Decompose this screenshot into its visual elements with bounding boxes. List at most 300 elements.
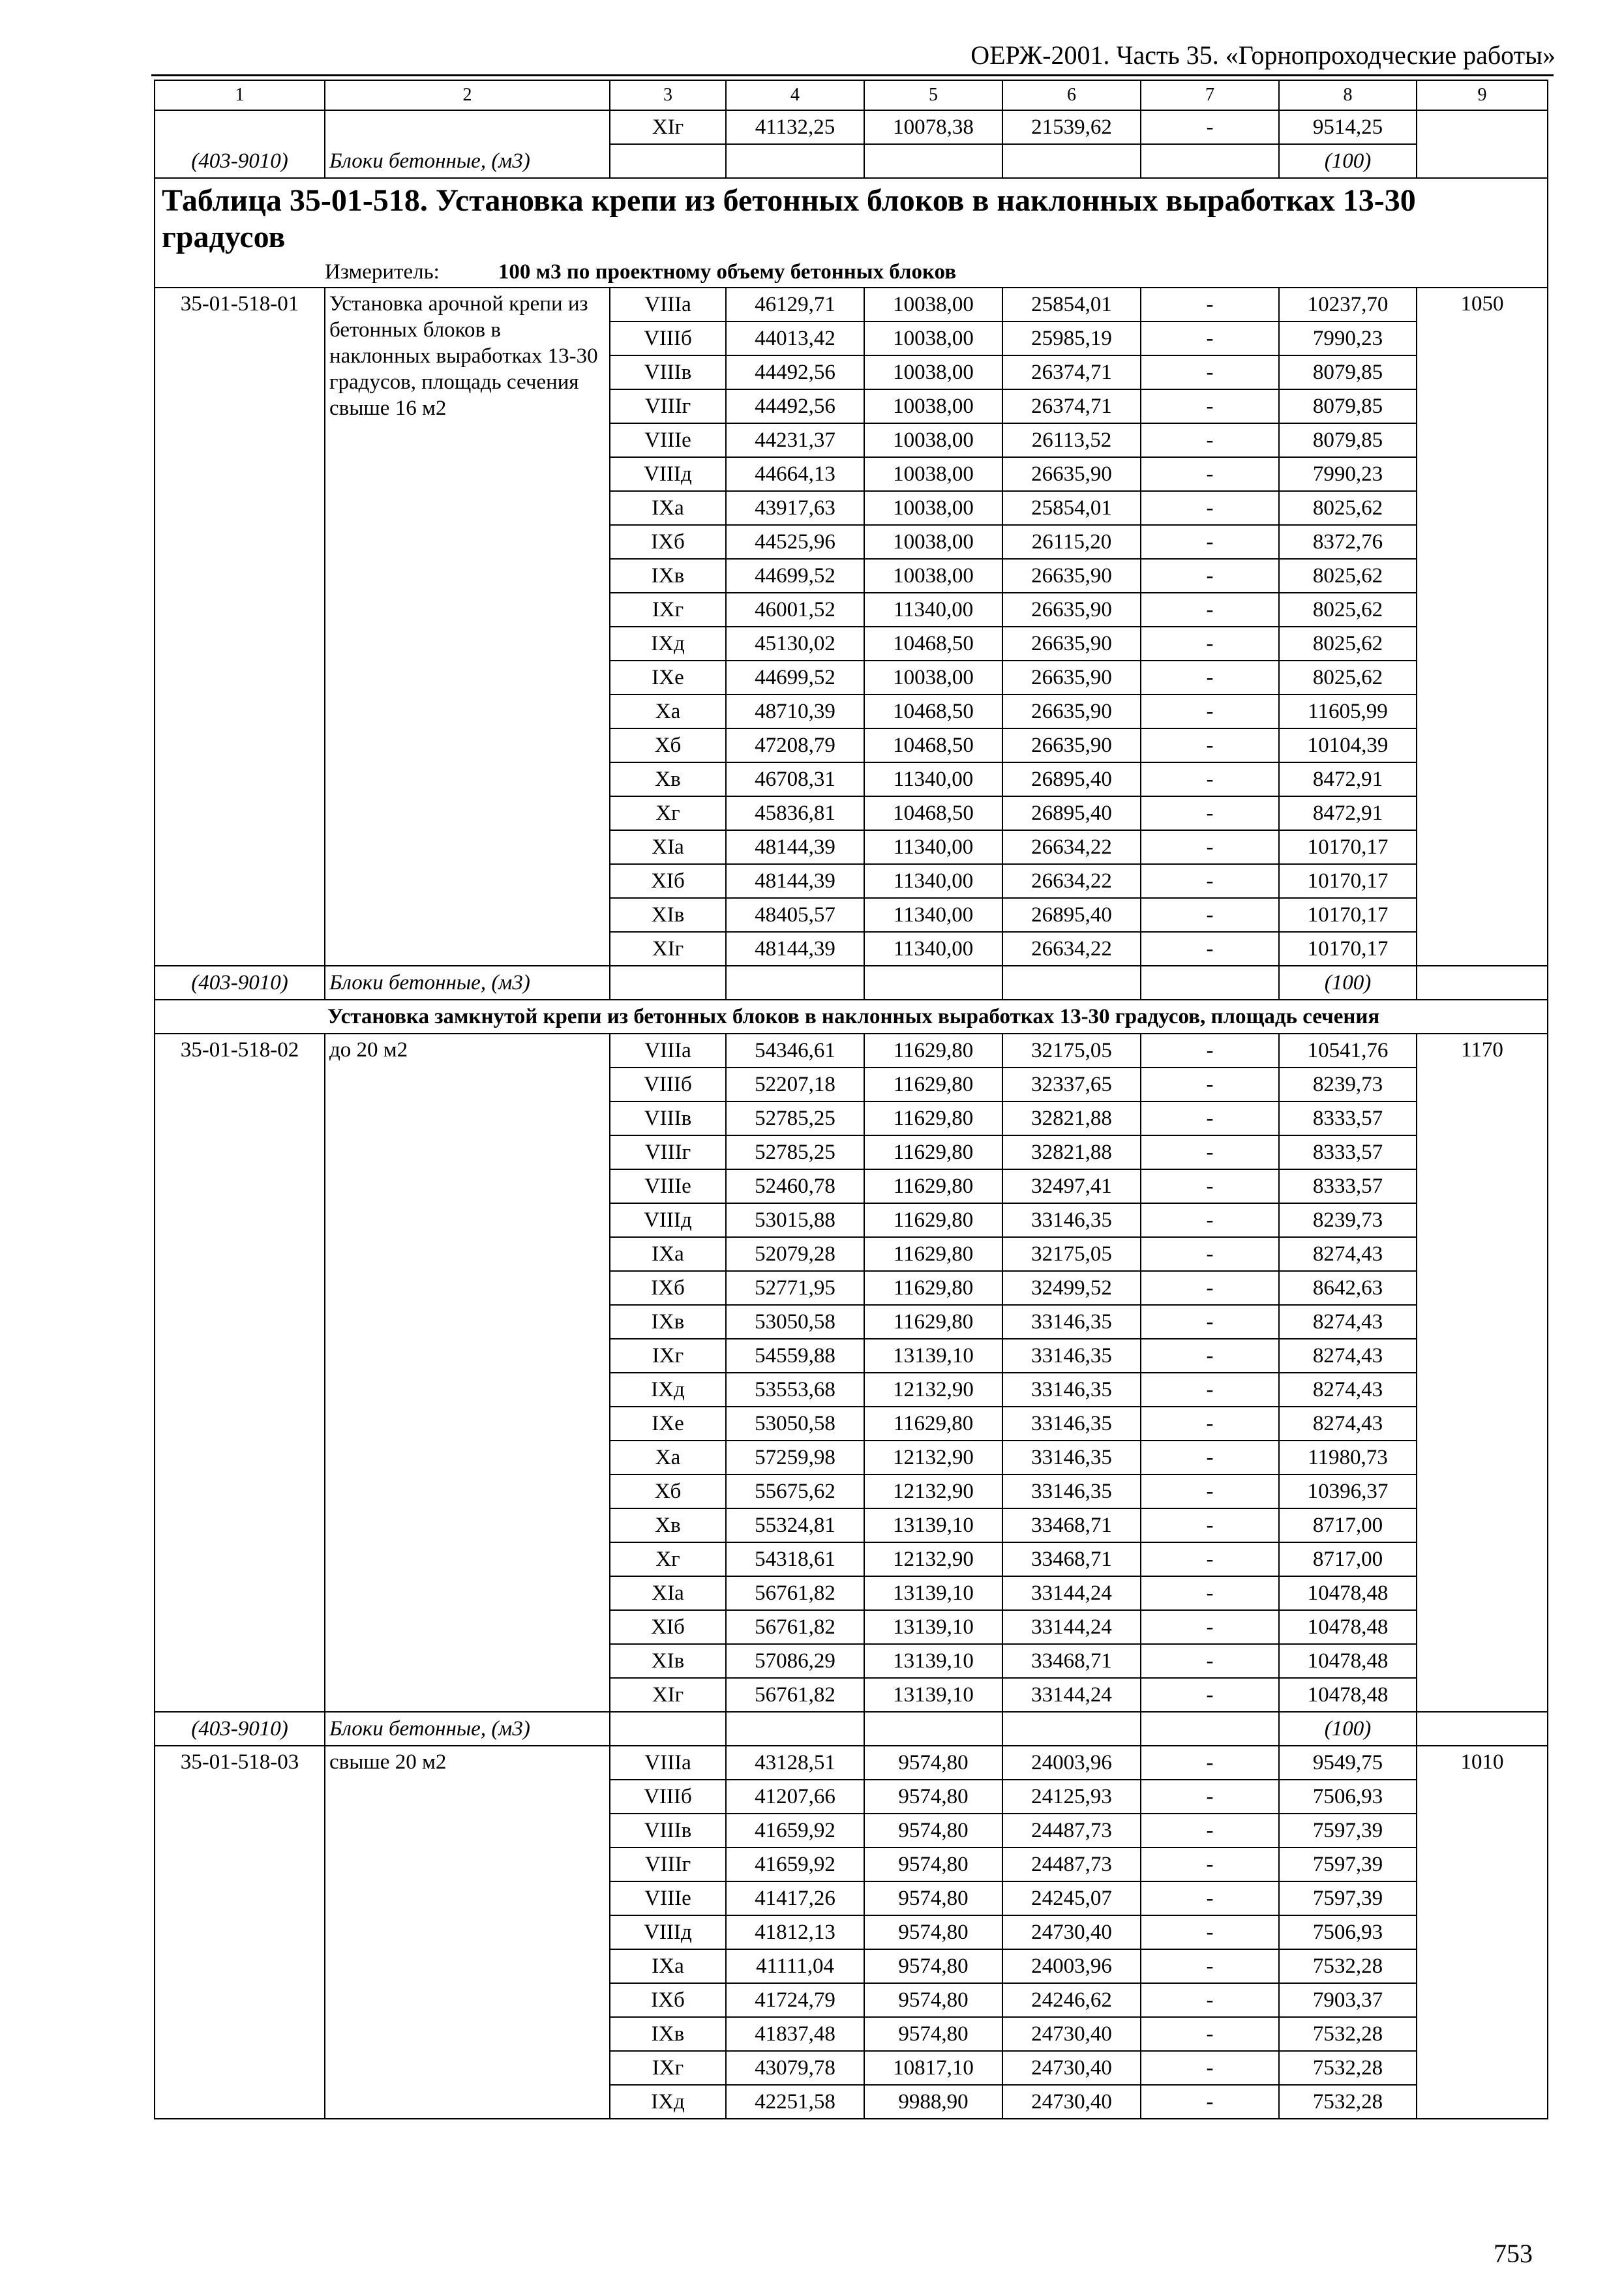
wages-cell: 9574,80	[864, 2017, 1002, 2051]
wages-cell: 11340,00	[864, 762, 1002, 796]
climate-zone-cell: VIIIб	[610, 1780, 726, 1814]
machinist-wages-cell: -	[1141, 1101, 1279, 1135]
materials-cost-cell: 10104,39	[1279, 728, 1417, 762]
materials-cost-cell: 8079,85	[1279, 389, 1417, 423]
materials-cost-cell: 10478,48	[1279, 1576, 1417, 1610]
code-cell: 35-01-518-03	[155, 1746, 325, 2119]
machinist-wages-cell: -	[1141, 1848, 1279, 1881]
wages-cell: 10038,00	[864, 559, 1002, 593]
climate-zone-cell: XIб	[610, 1610, 726, 1644]
wages-cell: 11629,80	[864, 1169, 1002, 1203]
machine-cost-cell: 32499,52	[1002, 1271, 1141, 1305]
climate-zone-cell: VIIIд	[610, 457, 726, 491]
wages-cell: 12132,90	[864, 1474, 1002, 1508]
total-cost-cell: 48144,39	[726, 864, 864, 898]
wages-cell: 11340,00	[864, 830, 1002, 864]
machinist-wages-cell: -	[1141, 1441, 1279, 1474]
total-cost-cell: 41132,25	[726, 110, 864, 144]
machine-cost-cell: 26634,22	[1002, 830, 1141, 864]
wages-cell: 9574,80	[864, 1983, 1002, 2017]
total-cost-cell: 41812,13	[726, 1915, 864, 1949]
total-cost-cell: 43128,51	[726, 1746, 864, 1780]
empty-cell	[864, 966, 1002, 1000]
machine-cost-cell: 26895,40	[1002, 796, 1141, 830]
climate-zone-cell: XIг	[610, 110, 726, 144]
wages-cell: 13139,10	[864, 1610, 1002, 1644]
material-code: (403-9010)	[155, 1712, 325, 1746]
climate-zone-cell: VIIIа	[610, 288, 726, 322]
material-quantity: (100)	[1279, 966, 1417, 1000]
wages-cell: 11629,80	[864, 1203, 1002, 1237]
total-cost-cell: 44525,96	[726, 525, 864, 559]
col9-cell	[1417, 144, 1548, 178]
materials-cost-cell: 11980,73	[1279, 1441, 1417, 1474]
col9-cell: 1050	[1417, 288, 1548, 966]
machine-cost-cell: 26635,90	[1002, 593, 1141, 627]
climate-zone-cell: Xв	[610, 1508, 726, 1542]
materials-cost-cell: 8333,57	[1279, 1101, 1417, 1135]
empty-cell	[726, 966, 864, 1000]
total-cost-cell: 43079,78	[726, 2051, 864, 2085]
material-description: Блоки бетонные, (м3)	[325, 966, 610, 1000]
machinist-wages-cell: -	[1141, 796, 1279, 830]
description-cell: Установка арочной крепи из бетонных блоков в наклонных выработках 13-30 градусов, площадь сечения свыше 16 м2	[325, 288, 610, 966]
empty-cell	[1002, 1712, 1141, 1746]
table-title: Таблица 35-01-518. Установка крепи из бетонных блоков в наклонных выработках 13-30 градусов	[155, 178, 1548, 257]
empty-cell	[1141, 144, 1279, 178]
wages-cell: 9988,90	[864, 2085, 1002, 2119]
materials-cost-cell: 8274,43	[1279, 1373, 1417, 1407]
machinist-wages-cell: -	[1141, 1915, 1279, 1949]
total-cost-cell: 45130,02	[726, 627, 864, 661]
climate-zone-cell: VIIIв	[610, 1101, 726, 1135]
wages-cell: 13139,10	[864, 1678, 1002, 1712]
materials-cost-cell: 7597,39	[1279, 1848, 1417, 1881]
climate-zone-cell: VIIIг	[610, 1135, 726, 1169]
climate-zone-cell: Xг	[610, 796, 726, 830]
col9-cell: 1170	[1417, 1034, 1548, 1712]
wages-cell: 10468,50	[864, 627, 1002, 661]
table-row	[155, 288, 1548, 322]
wages-cell: 11629,80	[864, 1135, 1002, 1169]
col9-cell	[1417, 1712, 1548, 1746]
climate-zone-cell: VIIIе	[610, 1169, 726, 1203]
machine-cost-cell: 32821,88	[1002, 1101, 1141, 1135]
wages-cell: 9574,80	[864, 1881, 1002, 1915]
machinist-wages-cell: -	[1141, 830, 1279, 864]
climate-zone-cell: XIв	[610, 898, 726, 932]
machine-cost-cell: 24487,73	[1002, 1814, 1141, 1848]
machine-cost-cell: 24246,62	[1002, 1983, 1141, 2017]
total-cost-cell: 54318,61	[726, 1542, 864, 1576]
climate-zone-cell: IXв	[610, 2017, 726, 2051]
total-cost-cell: 57259,98	[726, 1441, 864, 1474]
machinist-wages-cell: -	[1141, 1542, 1279, 1576]
materials-cost-cell: 8372,76	[1279, 525, 1417, 559]
materials-cost-cell: 7506,93	[1279, 1915, 1417, 1949]
climate-zone-cell: VIIIд	[610, 1203, 726, 1237]
climate-zone-cell: VIIIб	[610, 322, 726, 355]
machinist-wages-cell: -	[1141, 661, 1279, 695]
total-cost-cell: 46001,52	[726, 593, 864, 627]
climate-zone-cell: IXе	[610, 661, 726, 695]
wages-cell: 12132,90	[864, 1441, 1002, 1474]
col9-cell	[1417, 966, 1548, 1000]
machine-cost-cell: 33468,71	[1002, 1542, 1141, 1576]
materials-cost-cell: 8717,00	[1279, 1542, 1417, 1576]
total-cost-cell: 41111,04	[726, 1949, 864, 1983]
machine-cost-cell: 26635,90	[1002, 728, 1141, 762]
total-cost-cell: 56761,82	[726, 1610, 864, 1644]
total-cost-cell: 52460,78	[726, 1169, 864, 1203]
total-cost-cell: 41837,48	[726, 2017, 864, 2051]
materials-cost-cell: 7532,28	[1279, 2017, 1417, 2051]
machinist-wages-cell: -	[1141, 423, 1279, 457]
climate-zone-cell: IXд	[610, 1373, 726, 1407]
wages-cell: 13139,10	[864, 1576, 1002, 1610]
code-cell	[155, 110, 325, 144]
wages-cell: 9574,80	[864, 1814, 1002, 1848]
wages-cell: 10038,00	[864, 389, 1002, 423]
empty-cell	[610, 966, 726, 1000]
measure-row	[155, 257, 1548, 288]
machine-cost-cell: 32175,05	[1002, 1237, 1141, 1271]
total-cost-cell: 54559,88	[726, 1339, 864, 1373]
materials-cost-cell: 7597,39	[1279, 1814, 1417, 1848]
total-cost-cell: 55324,81	[726, 1508, 864, 1542]
total-cost-cell: 43917,63	[726, 491, 864, 525]
climate-zone-cell: Xб	[610, 1474, 726, 1508]
machine-cost-cell: 32497,41	[1002, 1169, 1141, 1203]
climate-zone-cell: XIг	[610, 1678, 726, 1712]
climate-zone-cell: Xа	[610, 695, 726, 728]
wages-cell: 9574,80	[864, 1848, 1002, 1881]
machinist-wages-cell: -	[1141, 1508, 1279, 1542]
climate-zone-cell: IXв	[610, 559, 726, 593]
empty-cell	[864, 144, 1002, 178]
subheading: Установка замкнутой крепи из бетонных блоков в наклонных выработках 13-30 градусов, площадь сечения	[155, 1000, 1548, 1034]
description-cell: до 20 м2	[325, 1034, 610, 1712]
machinist-wages-cell: -	[1141, 2017, 1279, 2051]
materials-cost-cell: 8333,57	[1279, 1169, 1417, 1203]
materials-cost-cell: 8274,43	[1279, 1407, 1417, 1441]
materials-cost-cell: 7990,23	[1279, 322, 1417, 355]
machine-cost-cell: 26895,40	[1002, 898, 1141, 932]
machinist-wages-cell: -	[1141, 627, 1279, 661]
total-cost-cell: 52207,18	[726, 1068, 864, 1101]
climate-zone-cell: XIа	[610, 1576, 726, 1610]
subheading-row	[155, 1000, 1548, 1034]
materials-cost-cell: 10170,17	[1279, 830, 1417, 864]
wages-cell: 11629,80	[864, 1305, 1002, 1339]
machinist-wages-cell: -	[1141, 525, 1279, 559]
table-row	[155, 1746, 1548, 1780]
materials-cost-cell: 10170,17	[1279, 932, 1417, 966]
climate-zone-cell: Xа	[610, 1441, 726, 1474]
wages-cell: 11340,00	[864, 898, 1002, 932]
machine-cost-cell: 26634,22	[1002, 864, 1141, 898]
wages-cell: 11340,00	[864, 864, 1002, 898]
total-cost-cell: 45836,81	[726, 796, 864, 830]
machinist-wages-cell: -	[1141, 1644, 1279, 1678]
wages-cell: 10038,00	[864, 457, 1002, 491]
column-number: 7	[1141, 80, 1279, 110]
machine-cost-cell: 24003,96	[1002, 1746, 1141, 1780]
machinist-wages-cell: -	[1141, 593, 1279, 627]
machinist-wages-cell: -	[1141, 2085, 1279, 2119]
climate-zone-cell: IXа	[610, 1237, 726, 1271]
code-cell: 35-01-518-01	[155, 288, 325, 966]
wages-cell: 10038,00	[864, 355, 1002, 389]
machinist-wages-cell: -	[1141, 1983, 1279, 2017]
machinist-wages-cell: -	[1141, 1746, 1279, 1780]
machinist-wages-cell: -	[1141, 1203, 1279, 1237]
empty-cell	[1141, 966, 1279, 1000]
col9-cell: 1010	[1417, 1746, 1548, 2119]
materials-cost-cell: 10396,37	[1279, 1474, 1417, 1508]
wages-cell: 9574,80	[864, 1746, 1002, 1780]
machinist-wages-cell: -	[1141, 1237, 1279, 1271]
machine-cost-cell: 26635,90	[1002, 695, 1141, 728]
machine-cost-cell: 33146,35	[1002, 1339, 1141, 1373]
empty-cell	[610, 1712, 726, 1746]
machinist-wages-cell: -	[1141, 1034, 1279, 1068]
measure-value: 100 м3 по проектному объему бетонных блоков	[498, 260, 957, 284]
materials-cost-cell: 8274,43	[1279, 1305, 1417, 1339]
total-cost-cell: 41207,66	[726, 1780, 864, 1814]
machine-cost-cell: 24125,93	[1002, 1780, 1141, 1814]
machinist-wages-cell: -	[1141, 389, 1279, 423]
material-row	[155, 1712, 1548, 1746]
total-cost-cell: 44699,52	[726, 559, 864, 593]
climate-zone-cell: VIIIе	[610, 1881, 726, 1915]
machinist-wages-cell: -	[1141, 1678, 1279, 1712]
wages-cell: 10468,50	[864, 728, 1002, 762]
material-row	[155, 966, 1548, 1000]
materials-cost-cell: 8079,85	[1279, 355, 1417, 389]
column-number-row	[155, 80, 1548, 110]
climate-zone-cell: XIв	[610, 1644, 726, 1678]
materials-cost-cell: 8025,62	[1279, 491, 1417, 525]
machine-cost-cell: 25985,19	[1002, 322, 1141, 355]
machine-cost-cell: 26635,90	[1002, 627, 1141, 661]
climate-zone-cell: XIб	[610, 864, 726, 898]
total-cost-cell: 53553,68	[726, 1373, 864, 1407]
wages-cell: 10468,50	[864, 796, 1002, 830]
machine-cost-cell: 26115,20	[1002, 525, 1141, 559]
wages-cell: 10468,50	[864, 695, 1002, 728]
machine-cost-cell: 33146,35	[1002, 1305, 1141, 1339]
materials-cost-cell: 10237,70	[1279, 288, 1417, 322]
materials-cost-cell: 8717,00	[1279, 1508, 1417, 1542]
materials-cost-cell: 8025,62	[1279, 593, 1417, 627]
machine-cost-cell: 33146,35	[1002, 1407, 1141, 1441]
description-cell: свыше 20 м2	[325, 1746, 610, 2119]
total-cost-cell: 53015,88	[726, 1203, 864, 1237]
total-cost-cell: 52785,25	[726, 1101, 864, 1135]
climate-zone-cell: IXа	[610, 491, 726, 525]
column-number: 2	[325, 80, 610, 110]
materials-cost-cell: 7597,39	[1279, 1881, 1417, 1915]
table-row	[155, 1034, 1548, 1068]
empty-cell	[726, 144, 864, 178]
machine-cost-cell: 26113,52	[1002, 423, 1141, 457]
machine-cost-cell: 33468,71	[1002, 1644, 1141, 1678]
header-rule	[151, 74, 1554, 76]
climate-zone-cell: Xг	[610, 1542, 726, 1576]
column-number: 3	[610, 80, 726, 110]
materials-cost-cell: 10541,76	[1279, 1034, 1417, 1068]
total-cost-cell: 44699,52	[726, 661, 864, 695]
machine-cost-cell: 26635,90	[1002, 559, 1141, 593]
machinist-wages-cell: -	[1141, 1305, 1279, 1339]
climate-zone-cell: IXе	[610, 1407, 726, 1441]
machinist-wages-cell: -	[1141, 1949, 1279, 1983]
material-quantity: (100)	[1279, 144, 1417, 178]
empty-cell	[726, 1712, 864, 1746]
wages-cell: 11629,80	[864, 1237, 1002, 1271]
materials-cost-cell: 8333,57	[1279, 1135, 1417, 1169]
table-title-row	[155, 178, 1548, 257]
machine-cost-cell: 26635,90	[1002, 457, 1141, 491]
total-cost-cell: 42251,58	[726, 2085, 864, 2119]
machine-cost-cell: 24245,07	[1002, 1881, 1141, 1915]
machinist-wages-cell: -	[1141, 2051, 1279, 2085]
rates-table	[154, 80, 1548, 2119]
machinist-wages-cell: -	[1141, 322, 1279, 355]
machinist-wages-cell: -	[1141, 1407, 1279, 1441]
material-code: (403-9010)	[155, 966, 325, 1000]
machinist-wages-cell: -	[1141, 1576, 1279, 1610]
wages-cell: 11340,00	[864, 593, 1002, 627]
climate-zone-cell: VIIIв	[610, 1814, 726, 1848]
climate-zone-cell: XIа	[610, 830, 726, 864]
materials-cost-cell: 8239,73	[1279, 1068, 1417, 1101]
machine-cost-cell: 24730,40	[1002, 1915, 1141, 1949]
machinist-wages-cell: -	[1141, 932, 1279, 966]
total-cost-cell: 48405,57	[726, 898, 864, 932]
material-row	[155, 144, 1548, 178]
material-description: Блоки бетонные, (м3)	[325, 144, 610, 178]
materials-cost-cell: 7990,23	[1279, 457, 1417, 491]
empty-cell	[864, 1712, 1002, 1746]
total-cost-cell: 46708,31	[726, 762, 864, 796]
total-cost-cell: 41659,92	[726, 1848, 864, 1881]
machinist-wages-cell: -	[1141, 355, 1279, 389]
total-cost-cell: 44013,42	[726, 322, 864, 355]
empty-cell	[1002, 966, 1141, 1000]
wages-cell: 11629,80	[864, 1034, 1002, 1068]
machinist-wages-cell: -	[1141, 559, 1279, 593]
materials-cost-cell: 10478,48	[1279, 1678, 1417, 1712]
machinist-wages-cell: -	[1141, 695, 1279, 728]
total-cost-cell: 56761,82	[726, 1678, 864, 1712]
machine-cost-cell: 24487,73	[1002, 1848, 1141, 1881]
machine-cost-cell: 32175,05	[1002, 1034, 1141, 1068]
wages-cell: 10078,38	[864, 110, 1002, 144]
wages-cell: 13139,10	[864, 1339, 1002, 1373]
machine-cost-cell: 21539,62	[1002, 110, 1141, 144]
climate-zone-cell: IXд	[610, 2085, 726, 2119]
machine-cost-cell: 26374,71	[1002, 355, 1141, 389]
material-description: Блоки бетонные, (м3)	[325, 1712, 610, 1746]
machine-cost-cell: 33144,24	[1002, 1610, 1141, 1644]
climate-zone-cell: IXг	[610, 2051, 726, 2085]
machinist-wages-cell: -	[1141, 1780, 1279, 1814]
total-cost-cell: 41659,92	[726, 1814, 864, 1848]
total-cost-cell: 52079,28	[726, 1237, 864, 1271]
climate-zone-cell: IXд	[610, 627, 726, 661]
column-number: 1	[155, 80, 325, 110]
climate-zone-cell: VIIIа	[610, 1746, 726, 1780]
machine-cost-cell: 25854,01	[1002, 491, 1141, 525]
machinist-wages-cell: -	[1141, 762, 1279, 796]
machine-cost-cell: 32821,88	[1002, 1135, 1141, 1169]
total-cost-cell: 55675,62	[726, 1474, 864, 1508]
description-cell	[325, 110, 610, 144]
column-number: 5	[864, 80, 1002, 110]
measure-label: Измеритель:	[325, 260, 440, 284]
total-cost-cell: 48144,39	[726, 932, 864, 966]
total-cost-cell: 48710,39	[726, 695, 864, 728]
materials-cost-cell: 8274,43	[1279, 1237, 1417, 1271]
materials-cost-cell: 9549,75	[1279, 1746, 1417, 1780]
machinist-wages-cell: -	[1141, 1339, 1279, 1373]
wages-cell: 11340,00	[864, 932, 1002, 966]
machinist-wages-cell: -	[1141, 1169, 1279, 1203]
climate-zone-cell: IXг	[610, 593, 726, 627]
machinist-wages-cell: -	[1141, 1814, 1279, 1848]
machine-cost-cell: 33146,35	[1002, 1373, 1141, 1407]
measure-line	[155, 257, 1548, 288]
climate-zone-cell: VIIIа	[610, 1034, 726, 1068]
wages-cell: 11629,80	[864, 1271, 1002, 1305]
machine-cost-cell: 24003,96	[1002, 1949, 1141, 1983]
total-cost-cell: 44492,56	[726, 389, 864, 423]
total-cost-cell: 56761,82	[726, 1576, 864, 1610]
total-cost-cell: 44231,37	[726, 423, 864, 457]
wages-cell: 11629,80	[864, 1407, 1002, 1441]
climate-zone-cell: VIIIг	[610, 389, 726, 423]
running-header: ОЕРЖ-2001. Часть 35. «Горнопроходческие работы»	[970, 40, 1556, 70]
materials-cost-cell: 11605,99	[1279, 695, 1417, 728]
total-cost-cell: 47208,79	[726, 728, 864, 762]
total-cost-cell: 52785,25	[726, 1135, 864, 1169]
total-cost-cell: 53050,58	[726, 1407, 864, 1441]
machinist-wages-cell: -	[1141, 1474, 1279, 1508]
materials-cost-cell: 8239,73	[1279, 1203, 1417, 1237]
total-cost-cell: 48144,39	[726, 830, 864, 864]
machine-cost-cell: 26635,90	[1002, 661, 1141, 695]
wages-cell: 10038,00	[864, 322, 1002, 355]
total-cost-cell: 44664,13	[726, 457, 864, 491]
wages-cell: 10038,00	[864, 423, 1002, 457]
material-quantity: (100)	[1279, 1712, 1417, 1746]
climate-zone-cell: IXб	[610, 525, 726, 559]
materials-cost-cell: 10170,17	[1279, 864, 1417, 898]
machinist-wages-cell: -	[1141, 1373, 1279, 1407]
wages-cell: 10038,00	[864, 525, 1002, 559]
carry-over-row	[155, 110, 1548, 144]
climate-zone-cell: VIIIб	[610, 1068, 726, 1101]
wages-cell: 13139,10	[864, 1644, 1002, 1678]
climate-zone-cell: VIIIд	[610, 1915, 726, 1949]
machine-cost-cell: 33144,24	[1002, 1576, 1141, 1610]
climate-zone-cell: Xб	[610, 728, 726, 762]
empty-cell	[1141, 1712, 1279, 1746]
climate-zone-cell: IXв	[610, 1305, 726, 1339]
wages-cell: 11629,80	[864, 1068, 1002, 1101]
